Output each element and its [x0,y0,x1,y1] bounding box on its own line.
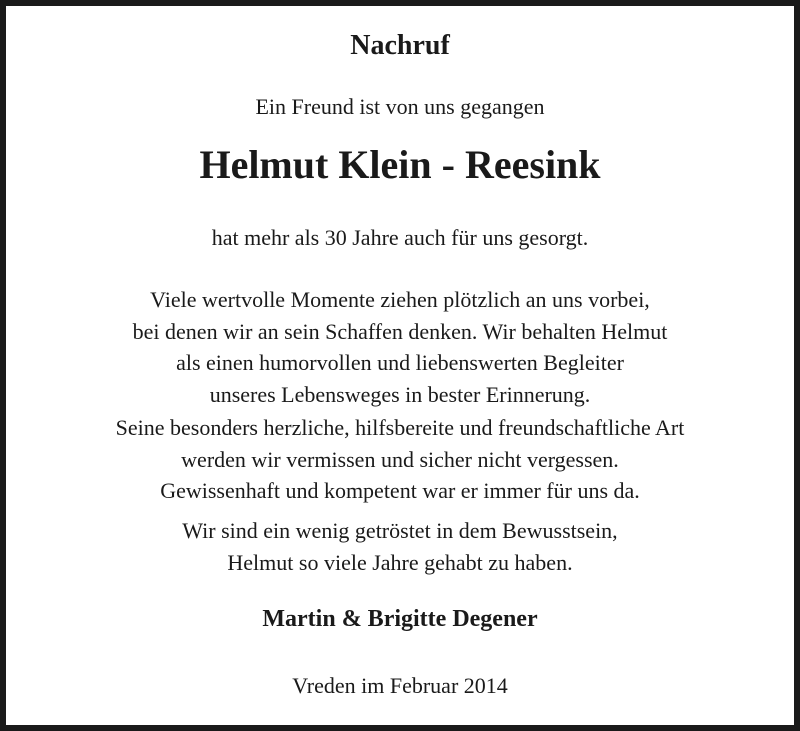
text-line: als einen humorvollen und liebenswerten Begleiter [176,350,624,375]
text-line: Viele wertvolle Momente ziehen plötzlich an uns vorbei, [150,287,650,312]
tribute-paragraph-1 [6,284,794,410]
text-line: unseres Lebensweges in bester Erinnerung. [209,381,591,407]
tribute-paragraph-3 [6,515,794,578]
intro-line: Ein Freund ist von uns gegangen [255,94,545,119]
deceased-name: Helmut Klein - Reesink [199,142,601,187]
tribute-paragraph-2 [6,412,794,507]
text-line: Helmut so viele Jahre gehabt zu haben. [227,549,573,575]
notice-heading: Nachruf [350,30,450,61]
text-line: werden wir vermissen und sicher nicht vergessen. [181,446,619,472]
text-line: bei denen wir an sein Schaffen denken. Wir behalten Helmut [132,318,668,344]
care-line: hat mehr als 30 Jahre auch für uns gesorgt. [211,225,589,250]
text-line: Wir sind ein wenig getröstet in dem Bewusstsein, [182,518,618,543]
place-date: Vreden im Februar 2014 [292,673,508,698]
signers: Martin & Brigitte Degener [262,606,538,632]
text-line: Seine besonders herzliche, hilfsbereite und freundschaftliche Art [115,415,685,440]
text-line: Gewissenhaft und kompetent war er immer für uns da. [160,478,640,503]
